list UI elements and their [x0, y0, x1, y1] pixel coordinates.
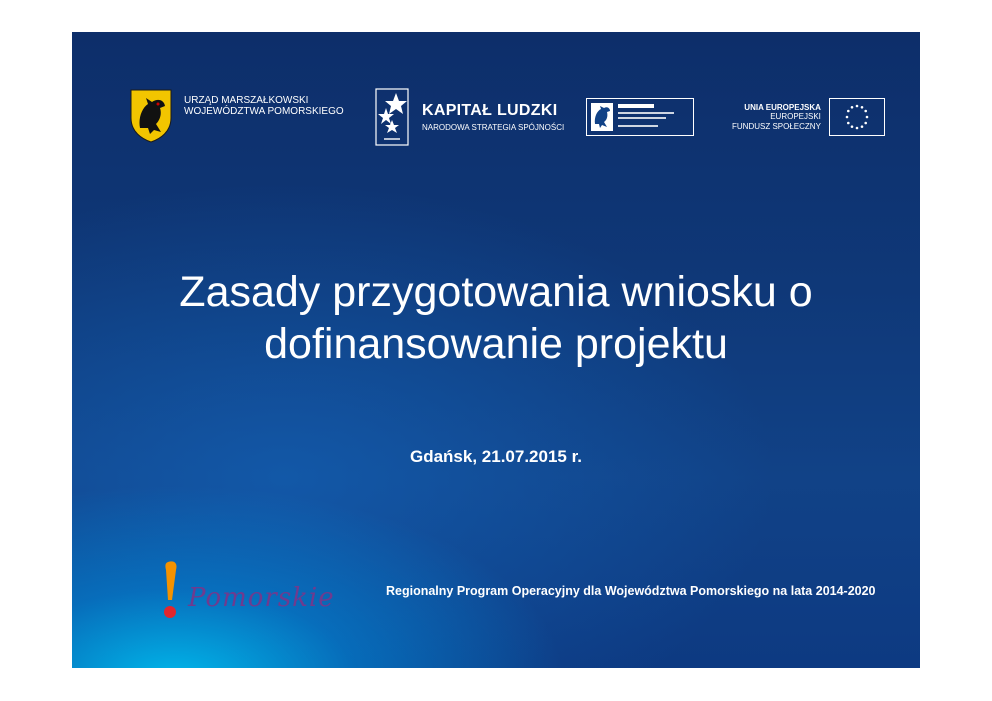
- slide: [72, 32, 920, 668]
- eu-flag-icon: [829, 98, 885, 136]
- ue-line3: FUNDUSZ SPOŁECZNY: [732, 121, 821, 131]
- ue-line2: EUROPEJSKI: [770, 112, 821, 122]
- urzad-line1: URZĄD MARSZAŁKOWSKI: [184, 94, 309, 106]
- kapital-line2: NARODOWA STRATEGIA SPÓJNOŚCI: [422, 122, 565, 132]
- kapital-line1: KAPITAŁ LUDZKI: [422, 102, 558, 120]
- title-line2: dofinansowanie projektu: [264, 320, 728, 368]
- pomorskie-w-unii-icon: [586, 98, 694, 136]
- stars-logo-icon: [374, 88, 410, 146]
- date-text: Gdańsk, 21.07.2015 r.: [409, 447, 582, 466]
- pomorskie-brand-text: Pomorskie: [188, 583, 335, 613]
- program-text: Regionalny Program Operacyjny dla Województwa Pomorskiego na lata 2014-2020: [386, 584, 876, 598]
- urzad-logo: [128, 88, 344, 144]
- pomorskie-w-unii-logo: [586, 98, 694, 136]
- urzad-line2: WOJEWÓDZTWA POMORSKIEGO: [184, 106, 344, 117]
- griffin-coat-of-arms-icon: [128, 88, 174, 144]
- title-line1: Zasady przygotowania wniosku o: [179, 268, 813, 316]
- pomorskie-brand-logo: [162, 560, 335, 620]
- ue-logo: [732, 98, 885, 136]
- ue-line1: UNIA EUROPEJSKA: [744, 103, 821, 113]
- kapital-ludzki-logo: [374, 88, 564, 146]
- slide-title: [112, 266, 880, 370]
- exclamation-brand-icon: [162, 560, 182, 620]
